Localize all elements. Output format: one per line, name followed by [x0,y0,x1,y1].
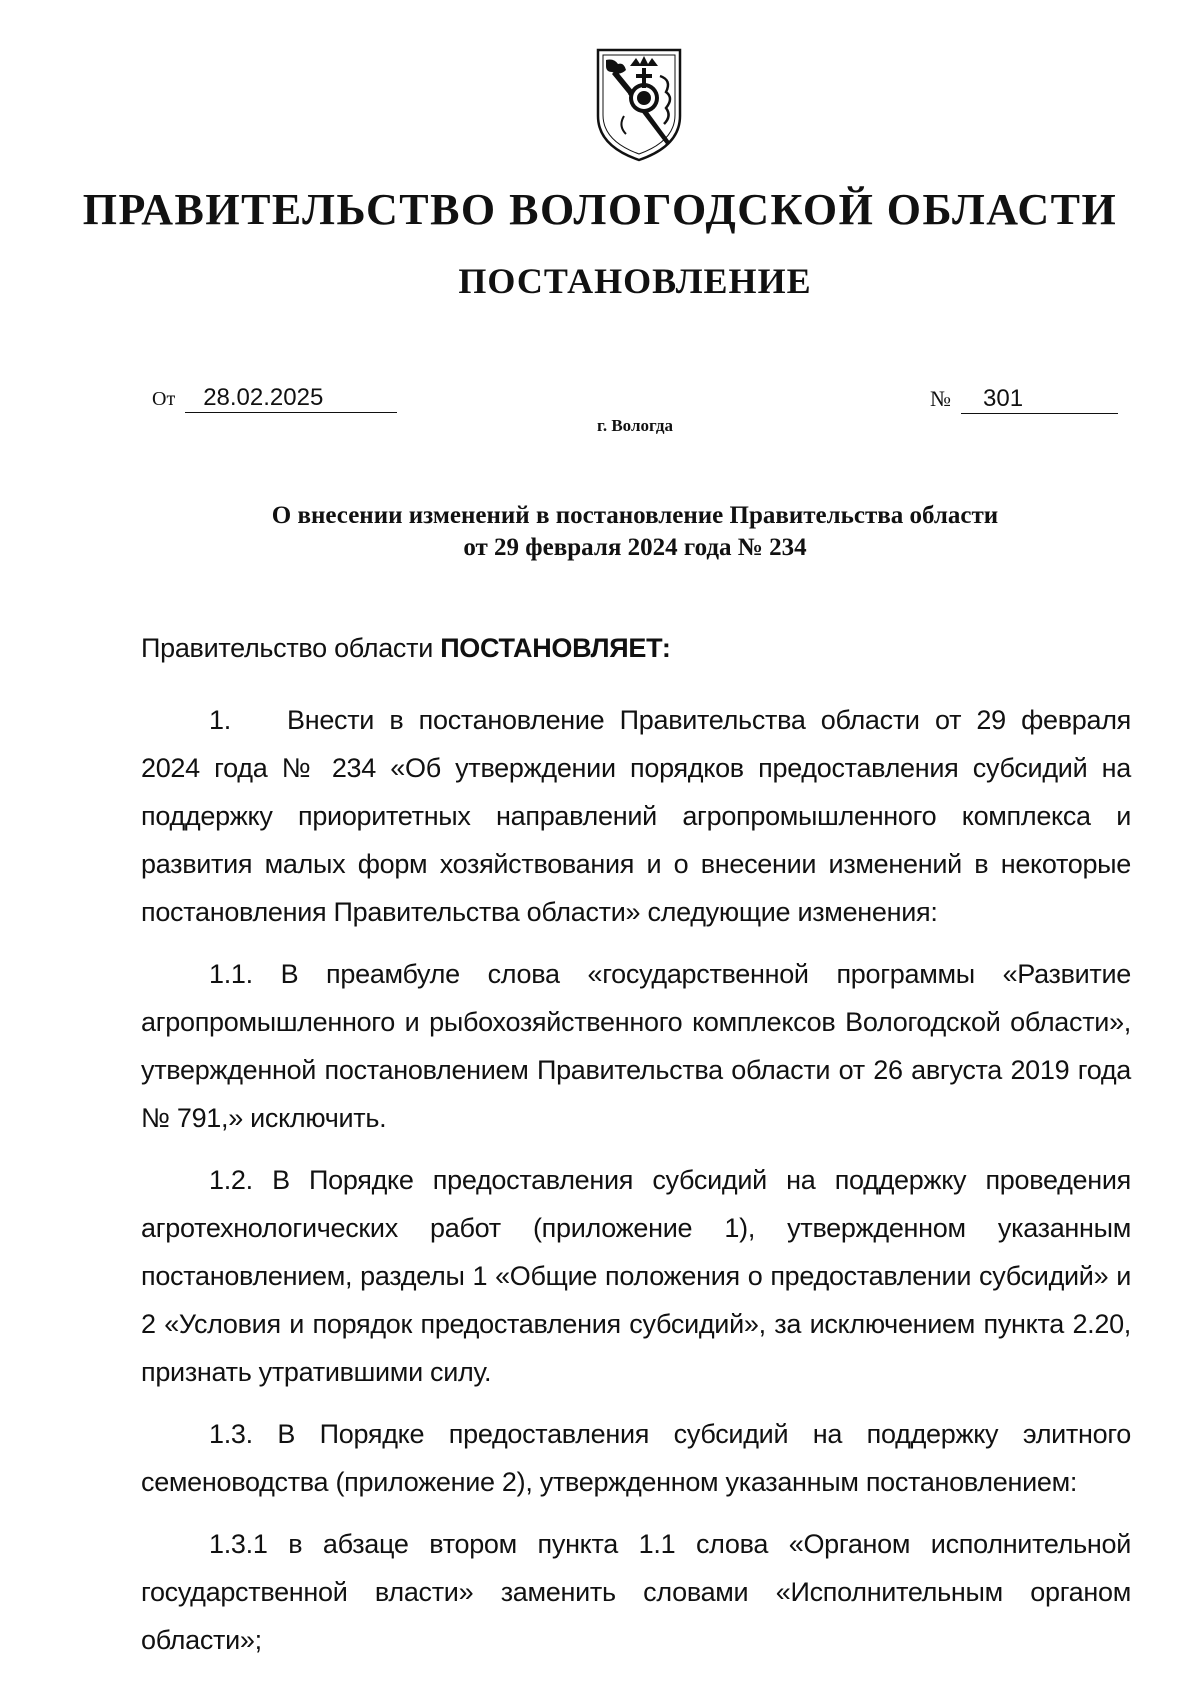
paragraph-1-3-1: 1.3.1 в абзаце втором пункта 1.1 слова «Органом исполнительной государственной власти» заменить словами «Исполнительным органом области»; [141,1529,1131,1655]
lead-text: Правительство области [141,633,433,663]
document-body [141,624,1131,1678]
paragraph-1 [141,696,1131,936]
resolution-lead [141,624,1131,672]
subject-line-2: от 29 февраля 2024 года № 234 [463,534,807,561]
paragraph-1-text: Внести в постановление Правительства области от 29 февраля 2024 года № 234 «Об утверждении порядков предоставления субсидий на поддержку приоритетных направлений агропромышленного комплекса и развития малых форм хозяйствования и о внесении изменений в некоторые постановления Правительства области» следующие изменения: [141,705,1131,927]
lead-strong: ПОСТАНОВЛЯЕТ: [440,633,671,663]
number-prefix: № [930,386,951,411]
organization-title: ПРАВИТЕЛЬСТВО ВОЛОГОДСКОЙ ОБЛАСТИ [82,185,1118,234]
subject-line-1: О внесении изменений в постановление Правительства области [271,502,999,529]
date-value: 28.02.2025 [185,384,397,413]
number-value: 301 [961,385,1118,414]
date-prefix: От [152,388,176,410]
coat-of-arms-icon [594,46,684,164]
date-field [152,384,397,414]
document-subject [100,500,1170,564]
document-type-title: ПОСТАНОВЛЕНИЕ [458,261,812,301]
paragraph-1-2: 1.2. В Порядке предоставления субсидий на поддержку проведения агротехнологических работ (приложение 1), утвержденном указанным постановлением, разделы 1 «Общие положения о предоставлении субсидий» и 2 «Условия и порядок предоставления субсидий», за исключением пункта 2.20, признать утратившими силу. [141,1165,1131,1387]
city-label: г. Вологда [597,416,673,435]
number-field [930,384,1118,414]
paragraph-1-number: 1. [209,705,231,735]
paragraph-1-1: 1.1. В преамбуле слова «государственной программы «Развитие агропромышленного и рыбохозяйственного комплексов Вологодской области», утвержденной постановлением Правительства области от 26 августа 2019 года № 791,» исключить. [141,959,1131,1133]
paragraph-1-3: 1.3. В Порядке предоставления субсидий на поддержку элитного семеноводства (приложение 2), утвержденном указанным постановлением: [141,1419,1131,1497]
